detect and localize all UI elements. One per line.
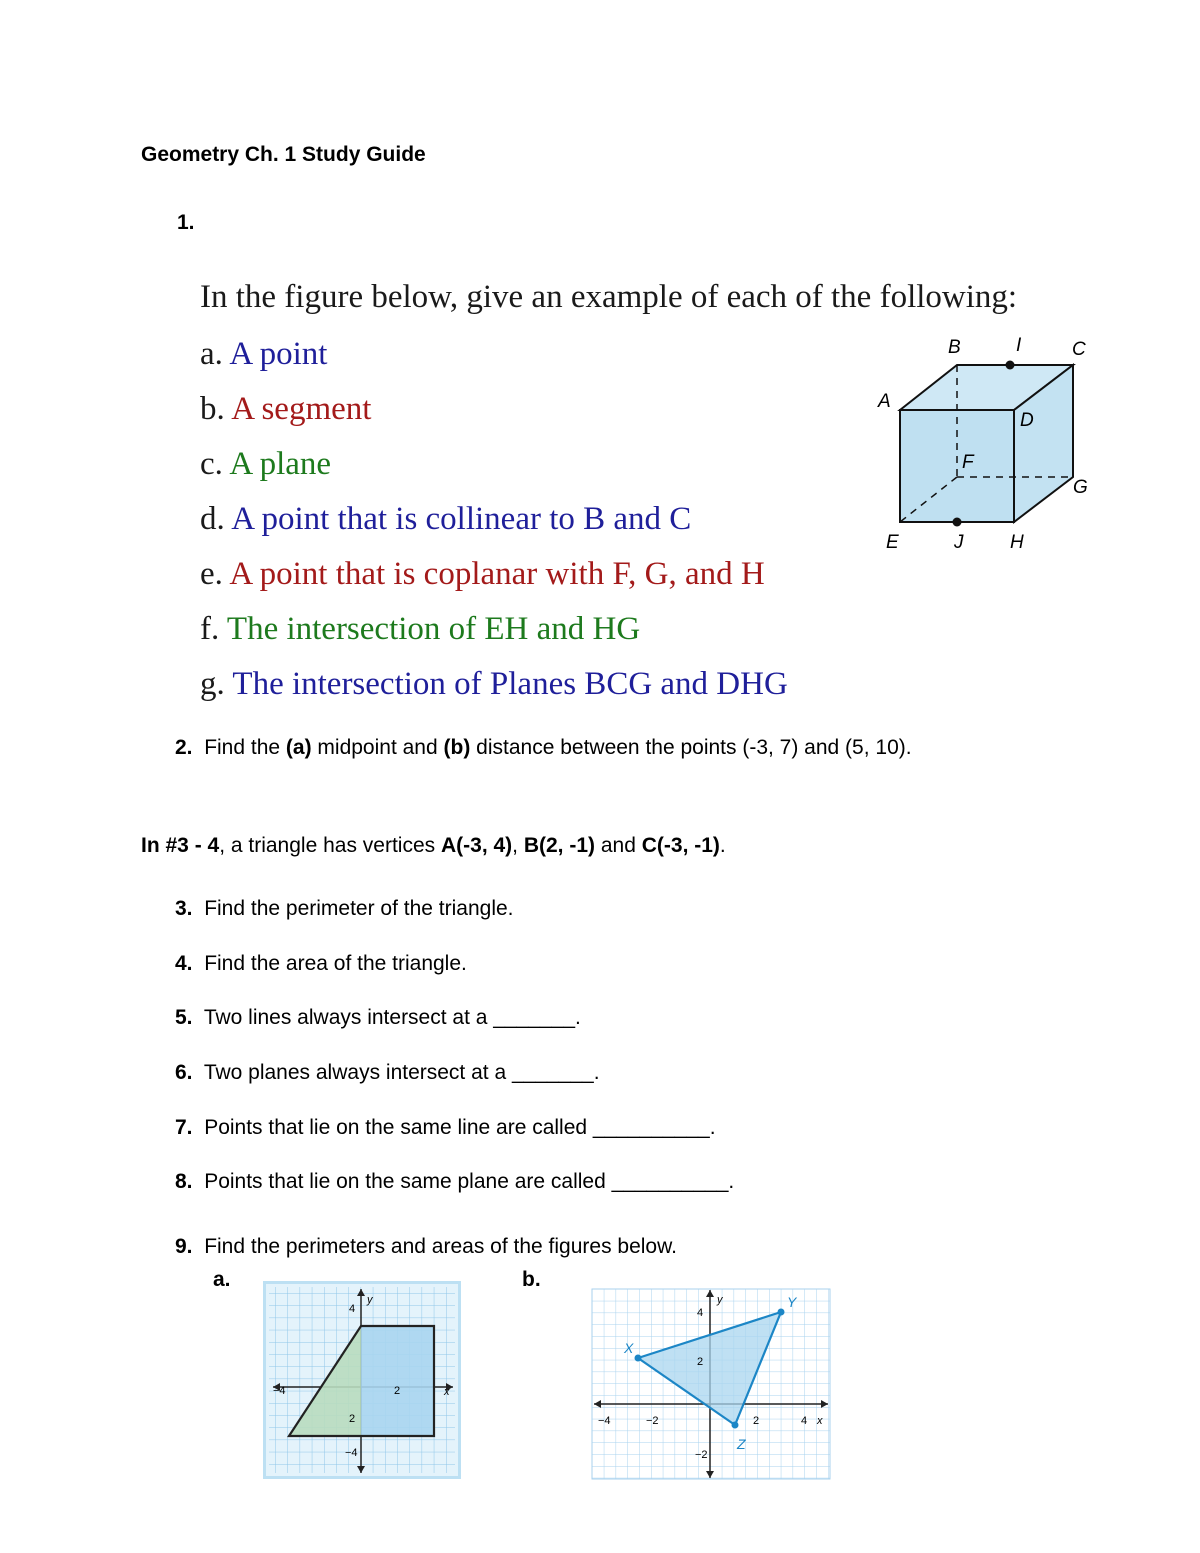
axis-label-x: x <box>817 1415 823 1427</box>
figure-b-graph <box>590 1286 832 1482</box>
q1-item-d <box>200 501 691 538</box>
figure-b-label: b. <box>522 1268 541 1291</box>
question-number: 2. <box>175 736 193 759</box>
q1-item-e <box>200 556 765 593</box>
cube-front-face <box>900 410 1014 522</box>
question-text: Find the area of the triangle. <box>204 952 467 975</box>
question-1-number: 1. <box>177 211 195 234</box>
tick-label: 2 <box>697 1356 704 1368</box>
question-1-prompt: In the figure below, give an example of each of the following: <box>200 279 1018 315</box>
cube-figure <box>860 325 1100 560</box>
question-number: 7. <box>175 1116 193 1139</box>
tick-label: 4 <box>349 1303 356 1315</box>
question-9 <box>175 1235 677 1259</box>
vertex-label-y: Y <box>787 1294 797 1310</box>
label-j: J <box>954 532 964 553</box>
question-text: distance between the points (-3, 7) and (5, 10). <box>470 736 912 759</box>
question-6 <box>175 1061 600 1085</box>
axis-label-y: y <box>717 1294 723 1306</box>
question-number: 5. <box>175 1006 193 1029</box>
vertex-z <box>732 1422 739 1429</box>
q1-item-letter: b. <box>200 391 225 427</box>
question-4 <box>175 952 467 976</box>
question-text: Find the <box>204 736 286 759</box>
intro-3-4 <box>141 834 726 858</box>
question-text: midpoint and <box>311 736 444 759</box>
q1-item-text: A point that is collinear to B and C <box>231 501 692 537</box>
label-b: B <box>948 337 961 358</box>
label-f: F <box>962 452 974 473</box>
question-7 <box>175 1116 716 1140</box>
intro-text: . <box>719 834 726 857</box>
tick-label: 2 <box>394 1385 401 1397</box>
q1-item-letter: f. <box>200 611 220 647</box>
question-text: Find the perimeter of the triangle. <box>204 897 514 920</box>
point-i <box>1006 361 1015 370</box>
q1-item-f <box>200 611 640 648</box>
q1-item-letter: c. <box>200 446 223 482</box>
question-3 <box>175 897 514 921</box>
q1-item-text: The intersection of EH and HG <box>226 611 641 647</box>
bold-text: C(-3, -1) <box>641 834 720 857</box>
bold-text: In #3 - 4 <box>141 834 220 857</box>
question-text: Two planes always intersect at a _______. <box>203 1061 600 1084</box>
question-text: Points that lie on the same line are called __________. <box>204 1116 716 1139</box>
tick-label: 4 <box>801 1415 808 1427</box>
question-number: 3. <box>175 897 193 920</box>
label-c: C <box>1072 339 1086 360</box>
q1-item-c <box>200 446 331 483</box>
question-number: 6. <box>175 1061 193 1084</box>
question-text: Two lines always intersect at a _______. <box>203 1006 581 1029</box>
q1-item-text: The intersection of Planes BCG and DHG <box>232 666 788 702</box>
question-number: 9. <box>175 1235 193 1258</box>
axis-label-x: x <box>444 1386 450 1398</box>
q1-item-letter: e. <box>200 556 223 592</box>
label-d: D <box>1020 410 1034 431</box>
page-title: Geometry Ch. 1 Study Guide <box>141 143 426 166</box>
label-e: E <box>886 532 899 553</box>
intro-text: and <box>595 834 642 857</box>
figure-a-graph <box>263 1281 461 1479</box>
label-a: A <box>878 391 891 412</box>
axis-label-y: y <box>367 1294 373 1306</box>
vertex-y <box>778 1309 785 1316</box>
q1-item-g <box>200 666 788 703</box>
tick-label: −4 <box>345 1447 358 1459</box>
q1-item-text: A segment <box>231 391 372 427</box>
tick-label: −4 <box>273 1385 286 1397</box>
q1-item-b <box>200 391 371 428</box>
q1-item-letter: d. <box>200 501 225 537</box>
vertex-label-z: Z <box>737 1436 746 1452</box>
point-j <box>953 518 962 527</box>
q1-item-a <box>200 336 327 373</box>
q1-item-text: A point <box>229 336 328 372</box>
label-i: I <box>1016 335 1022 356</box>
tick-label: 2 <box>349 1413 356 1425</box>
question-number: 8. <box>175 1170 193 1193</box>
vertex-x <box>635 1355 642 1362</box>
question-number: 4. <box>175 952 193 975</box>
vertex-label-x: X <box>624 1340 634 1356</box>
tick-label: 4 <box>697 1307 704 1319</box>
intro-text: , a triangle has vertices <box>219 834 441 857</box>
question-2 <box>175 736 912 760</box>
bold-text: (a) <box>285 736 312 759</box>
question-8 <box>175 1170 734 1194</box>
question-5 <box>175 1006 581 1030</box>
question-text: Points that lie on the same plane are called __________. <box>204 1170 735 1193</box>
question-text: Find the perimeters and areas of the figures below. <box>204 1235 677 1258</box>
q1-item-letter: g. <box>200 666 225 702</box>
bold-text: A(-3, 4) <box>440 834 513 857</box>
intro-text: , <box>512 834 524 857</box>
tick-label: −2 <box>695 1449 708 1461</box>
figure-a-label: a. <box>213 1268 231 1291</box>
tick-label: −2 <box>646 1415 659 1427</box>
bold-text: B(2, -1) <box>523 834 596 857</box>
label-h: H <box>1010 532 1024 553</box>
bold-text: (b) <box>443 736 471 759</box>
q1-item-text: A point that is coplanar with F, G, and H <box>229 556 765 592</box>
q1-item-letter: a. <box>200 336 223 372</box>
tick-label: −4 <box>598 1415 611 1427</box>
tick-label: 2 <box>753 1415 760 1427</box>
q1-item-text: A plane <box>229 446 332 482</box>
label-g: G <box>1073 477 1088 498</box>
rectangle-region <box>361 1326 434 1436</box>
